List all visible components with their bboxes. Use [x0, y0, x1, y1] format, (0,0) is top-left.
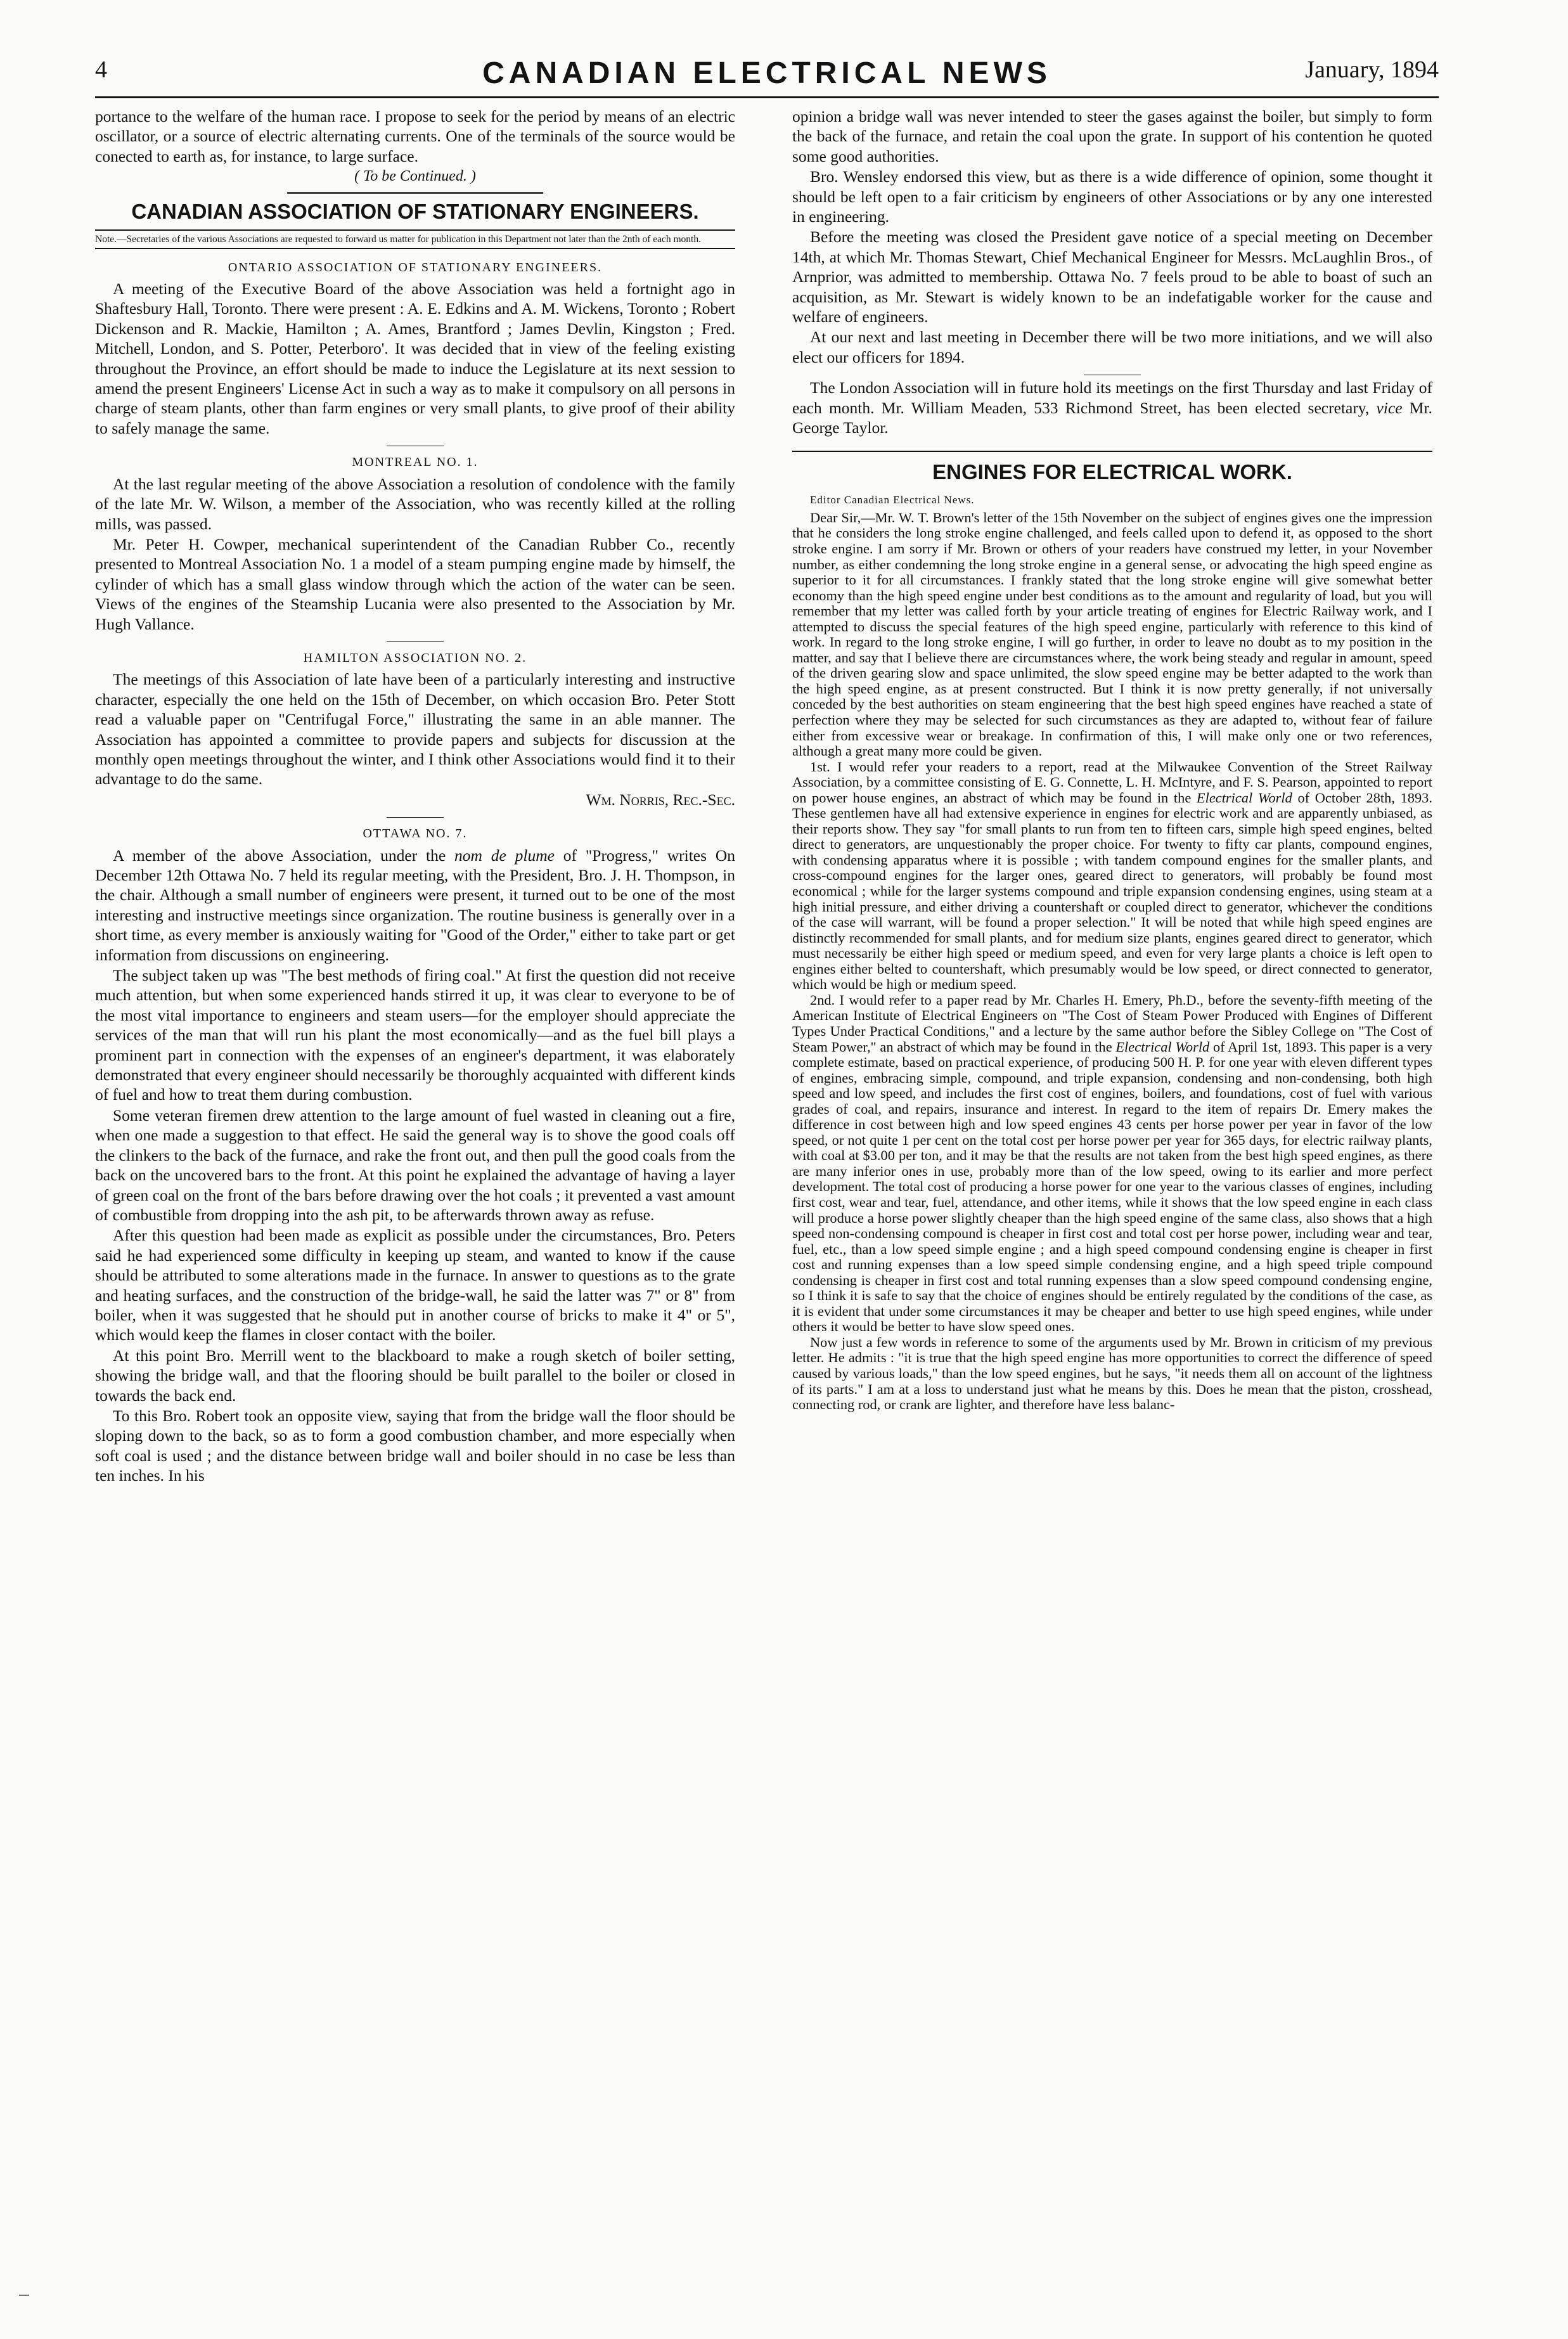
- italic-term: Electrical World: [1196, 789, 1292, 806]
- paragraph: Dear Sir,—Mr. W. T. Brown's letter of the 15th November on the subject of engines gives one the impression that he considers the long stroke engine challenged, and feels called upon to defend it, as opposed to the short stroke engine. I am sorry if Mr. Brown or others of your readers have construed my letter, in your November number, as either condemning the long stroke engine in a general sense, or advocating the high speed engine as superior to it for all circumstances. I frankly stated that the long stroke engine will give somewhat better economy than the high speed engine under best conditions as to the amount and regularity of load, but you will remember that my letter was called forth by your article treating of engines for Electric Railway work, and I attempted to discuss the special features of the high speed engine, particularly with reference to this kind of work. In regard to the long stroke engine, I will go further, in order to leave no doubt as to my position in the matter, and say that I believe there are circumstances where, the work being steady and regular in amount, speed of the driven gearing slow and space unlimited, the slow speed engine may be better adapted to the work than the high speed engine, as at present constructed. But I think it is now pretty generally, if not universally conceded by the best authorities on steam engineering that the best high speed engines have reached a state of perfection where they may be selected for such circumstances as they are adapted to, without fear of failure either from excessive wear or breakage. In confirmation of this, I will make only one or two references, although a great many more could be given.: [792, 509, 1432, 759]
- page-number: 4: [95, 56, 107, 83]
- signature: Wm. Norris, Rec.-Sec.: [586, 790, 735, 809]
- section-title-engines: ENGINES FOR ELECTRICAL WORK.: [932, 460, 1292, 484]
- subheading-ottawa: OTTAWA NO. 7.: [363, 827, 468, 841]
- editorial-note: Note.—Secretaries of the various Associations are requested to forward us matter for publication in this Department not later than the 2nth of each month.: [95, 229, 735, 249]
- paragraph: A meeting of the Executive Board of the above Association was held a fortnight ago in Shaftesbury Hall, Toronto. There were present : A. E. Edkins and A. M. Wickens, Toronto ; Robert Dickenson and R. Mackie, Hamilton ; A. Ames, Brantford ; James Devlin, Kingston ; Fred. Mitchell, London, and S. Potter, Peterboro'. It was decided that in view of the feeling existing throughout the Province, an effort should be made to induce the Legislature at its next session to amend the present Engineers' License Act in such a way as to make it compulsory on all persons in charge of steam plants, other than farm engines or very small plants, to give proof of their ability to safely manage the same.: [95, 280, 735, 437]
- paragraph: At our next and last meeting in December there will be two more initiations, and we will also elect our officers for 1894.: [792, 328, 1432, 366]
- paragraph: Before the meeting was closed the President gave notice of a special meeting on December 14th, at which Mr. Thomas Stewart, Chief Mechanical Engineer for Messrs. McLaughlin Bros., of Arnprior, was admitted to membership. Ottawa No. 7 feels proud to be able to boast of such an acquisition, as Mr. Stewart is widely known to be an indefatigable worker for the cause and welfare of engineers.: [792, 228, 1432, 326]
- divider: [287, 192, 543, 194]
- paragraph: The London Association will in future hold its meetings on the first Thursday and last Friday of each month. Mr. William Meaden, 533 Richmond Street, has been elected secretary, vice Mr. George Taylor.: [792, 378, 1432, 437]
- subheading-hamilton: HAMILTON ASSOCIATION NO. 2.: [303, 650, 527, 665]
- italic-term: nom de plume: [454, 846, 555, 865]
- paragraph: To this Bro. Robert took an opposite view, saying that from the bridge wall the floor should be sloping down to the back, so as to form a good combustion chamber, and more especially when soft coal is used ; and the distance between bridge wall and boiler should in no case be less than ten inches. In his: [95, 1406, 735, 1485]
- paragraph: After this question had been made as explicit as possible under the circumstances, Bro. Peters said he had experienced some difficulty in keeping up steam, and wanted to know if the cause should be attributed to some alterations made in the furnace. In answer to questions as to the grate and heating surfaces, and the construction of the bridge-wall, he said the latter was 7" or 8" from boiler, when it was suggested that he should put in another course of bricks to make it 4" or 5", which would keep the flames in closer contact with the boiler.: [95, 1226, 735, 1344]
- left-column: [95, 106, 735, 1486]
- paragraph: opinion a bridge wall was never intended to steer the gases against the boiler, but simply to form the back of the furnace, and retain the coal upon the grate. In support of his contention he quoted some good authorities.: [792, 107, 1432, 165]
- divider: [792, 451, 1432, 452]
- editor-line: Editor Canadian Electrical News.: [810, 493, 975, 506]
- italic-term: vice: [1376, 398, 1403, 417]
- paragraph: Now just a few words in reference to some of the arguments used by Mr. Brown in criticism of my previous letter. He admits : "it is true that the high speed engine has more opportunities to correct the difference of speed caused by various loads," than the low speed engines, but he says, "it needs them all on account of the lightness of its parts." I am at a loss to understand just what he means by this. Does he mean that the piston, crosshead, connecting rod, or crank are lighter, and therefore have less balanc-: [792, 1334, 1432, 1413]
- paragraph: Bro. Wensley endorsed this view, but as there is a wide difference of opinion, some thought it should be left open to a fair criticism by engineers of other Associations or by any one interested in engineering.: [792, 167, 1432, 226]
- paragraph: Mr. Peter H. Cowper, mechanical superintendent of the Canadian Rubber Co., recently presented to Montreal Association No. 1 a model of a steam pumping engine made by himself, the cylinder of which has a small glass window through which the action of the water can be seen. Views of the engines of the Steamship Lucania were also presented to the Association by Mr. Hugh Vallance.: [95, 534, 735, 633]
- divider: [387, 641, 444, 642]
- italic-term: Electrical World: [1115, 1038, 1210, 1055]
- paragraph: portance to the welfare of the human race. I propose to seek for the period by means of an electric oscillator, or a source of electric alternating currents. One of the terminals of the source would be conected to earth as, for instance, to large surface.: [95, 107, 735, 165]
- right-column: [792, 106, 1432, 1413]
- subheading-montreal: MONTREAL NO. 1.: [352, 455, 479, 470]
- subheading-ontario: ONTARIO ASSOCIATION OF STATIONARY ENGINEERS.: [228, 260, 603, 274]
- paragraph: Some veteran firemen drew attention to the large amount of fuel wasted in cleaning out a fire, when one made a suggestion to that effect. He said the general way is to shove the good coals off the clinkers to the back of the furnace, and rake the front out, and then pull the good coals from the back on the uncovered bars to the front. At this point he explained the advantage of having a layer of green coal on the front of the bars before drawing over the hot coals ; it prevented a vast amount of combustible from dropping into the ash pit, to be afterwards thrown away as refuse.: [95, 1105, 735, 1224]
- paragraph: 1st. I would refer your readers to a report, read at the Milwaukee Convention of the Street Railway Association, by a committee consisting of E. G. Connette, L. H. McIntyre, and F. S. Pearson, appointed to report on power house engines, an abstract of which may be found in the Electrical World of October 28th, 1893. These gentlemen have all had extensive experience in engines for electric work and are apparently unbiased, as their reports show. They say "for small plants to run from ten to fifteen cars, simple high speed engines, belted direct to generators, are unquestionably the proper choice. For twenty to fifty car plants, compound engines, with condensing apparatus where it is possible ; with tandem compound engines for the smaller plants, and cross-compound engines for the larger ones, geared direct to generators, will probably be found most economical ; while for the larger systems compound and triple expansion condensing engines, using steam at a high initial pressure, and either driving a countershaft or coupled direct to generator, whichever the conditions of the case will warrant, will be found a proper selection." It will be noted that while high speed engines are distinctly recommended for small plants, and for medium size plants, engines geared direct to generator, which must necessarily be either high speed or medium speed, and even for very large plants a choice is left open to engines either belted to countershaft, which presumably would be low speed, or direct connected to generator, which would be high or medium speed.: [792, 758, 1432, 993]
- section-title: CANADIAN ASSOCIATION OF STATIONARY ENGINEERS.: [131, 199, 699, 223]
- continued-note: ( To be Continued. ): [354, 168, 476, 185]
- paragraph: 2nd. I would refer to a paper read by Mr. Charles H. Emery, Ph.D., before the seventy-fifth meeting of the American Institute of Electrical Engineers on "The Cost of Steam Power Produced with Engines of Different Types Under Practical Conditions," and a lecture by the same author before the Sibley College on "The Cost of Steam Power," an abstract of which may be found in the Electrical World of April 1st, 1893. This paper is a very complete estimate, based on practical experience, of producing 500 H. P. for one year with eleven different types of engines, embracing simple, compound, and triple expansion, condensing and non-condensing, both high speed and low speed, and includes the first cost of engines, boilers, and foundations, cost of fuel with various grades of coal, and repairs, insurance and interest. In regard to the item of repairs Dr. Emery makes the difference in cost between high and low speed engines 43 cents per horse power per year in favor of the low speed, or not quite 1 per cent on the total cost per horse power per year for 365 days, for electric railway plants, with coal at $3.00 per ton, and it may be that the results are not taken from the best high speed engines, as there are many inferior ones in use, probably more than of the low speed, owing to its earlier and more perfect development. The total cost of producing a horse power for one year to the various classes of engines, including first cost, wear and tear, fuel, attendance, and other items, while it shows that the low speed engine in each class will produce a horse power slightly cheaper than the high speed engine of the same class, also shows that a high speed non-condensing compound is cheaper in first cost and total cost per horse power, including wear and tear, fuel, etc., than a low speed simple engine ; and a high speed compound condensing engine is cheaper in first cost and running expenses than a low speed simple condensing engine, and a high speed triple compound condensing is cheaper in first cost and total running expenses than a slow speed compound condensing engine, so I think it is safe to say that the choice of engines should be entirely regulated by the conditions of the case, as it is evident that under some circumstances it may be cheaper and better to use high speed engines, while under others it would be better to have slow speed ones.: [792, 991, 1432, 1335]
- paragraph: The subject taken up was "The best methods of firing coal." At first the question did not receive much attention, but when some experienced hands stirred it up, it was clear to everyone to be of the most vital importance to engineers and steam users—for the employer should appreciate the services of the man that will run his plant the most economically—and as the fuel bill plays a prominent part in connection with the expenses of an engineer's department, it was elaborately demonstrated that every engineer should necessarily be thoroughly acquainted with different kinds of fuel and how to treat them during combustion.: [95, 966, 735, 1104]
- issue-date: January, 1894: [1305, 56, 1439, 83]
- paragraph: At the last regular meeting of the above Association a resolution of condolence with the family of the late Mr. W. Wilson, a member of the Association, who was recently killed at the rolling mills, was passed.: [95, 474, 735, 533]
- header-rule: [95, 96, 1439, 98]
- paragraph: At this point Bro. Merrill went to the blackboard to make a rough sketch of boiler setting, showing the bridge wall, and that the flooring should be built parallel to the boiler or closed in towards the back end.: [95, 1346, 735, 1405]
- divider: [387, 817, 444, 818]
- paragraph: The meetings of this Association of late have been of a particularly interesting and instructive character, especially the one held on the 15th of December, on which occasion Bro. Peter Stott read a valuable paper on "Centrifugal Force," illustrating the same in an able manner. The Association has appointed a committee to provide papers and subjects for discussion at the monthly open meetings throughout the winter, and I think other Associations would find it to their advantage to do the same.: [95, 670, 735, 789]
- paragraph: A member of the above Association, under the nom de plume of "Progress," writes On December 12th Ottawa No. 7 held its regular meeting, with the President, Bro. J. H. Thompson, in the chair. Although a small number of engineers were present, it turned out to be one of the most interesting and instructive meetings since organization. The routine business is generally over in a short time, as every member is anxiously waiting for "Good of the Order," either to take part or get information from discussions on engineering.: [95, 846, 736, 964]
- page-header: [95, 56, 1439, 100]
- masthead: CANADIAN ELECTRICAL NEWS: [482, 56, 1051, 90]
- margin-mark: [19, 2295, 29, 2296]
- letter-body: [792, 510, 1432, 1413]
